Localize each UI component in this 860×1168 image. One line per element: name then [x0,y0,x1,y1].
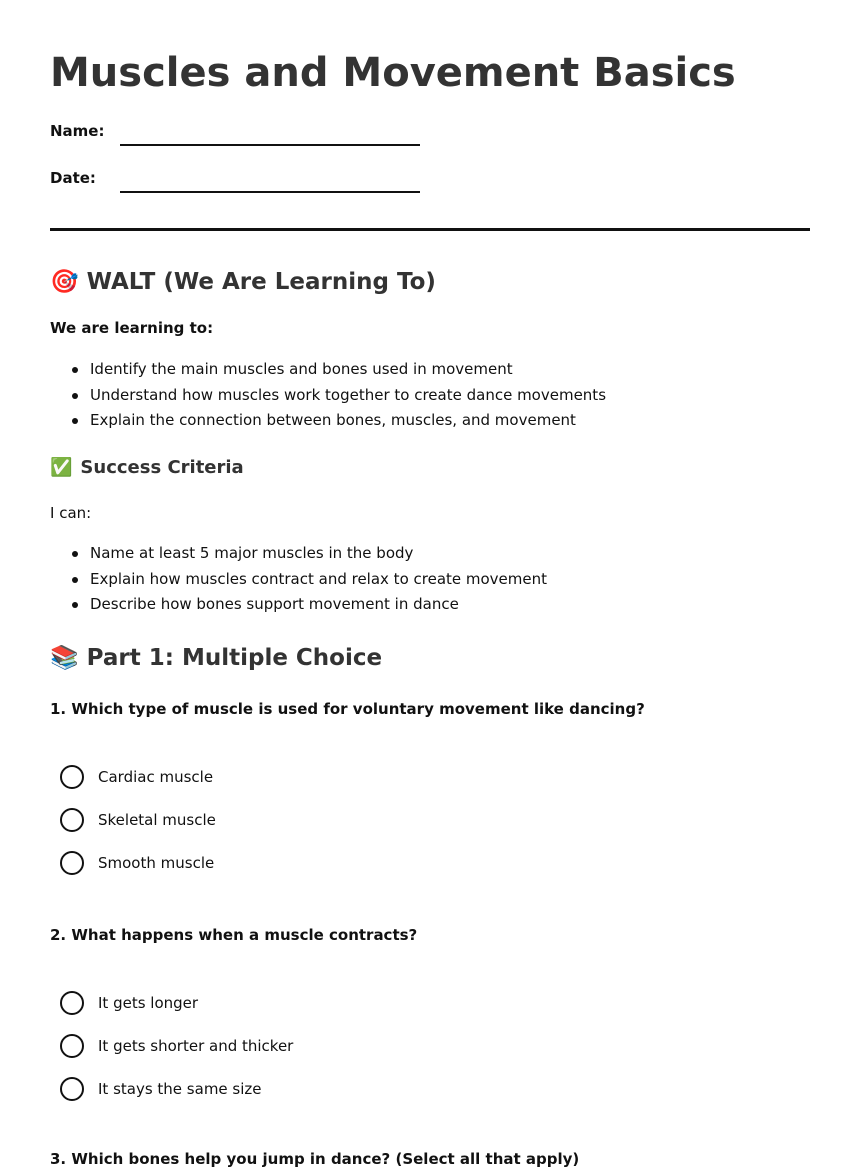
walt-list [50,357,606,434]
walt-heading-text: WALT (We Are Learning To) [86,268,436,295]
option-label: It gets longer [98,994,199,1012]
option-label: Smooth muscle [98,854,215,872]
option-label: It stays the same size [98,1080,262,1098]
q1-option-skeletal[interactable] [60,807,216,833]
success-criteria-heading [50,457,244,478]
date-label: Date: [50,169,96,187]
radio-button[interactable] [60,765,84,789]
radio-button[interactable] [60,991,84,1015]
target-icon: 🎯 [50,269,79,295]
list-item: Identify the main muscles and bones used in movement [50,357,606,383]
q1-option-cardiac[interactable] [60,764,213,790]
q2-option-longer[interactable] [60,990,198,1016]
question-1: 1. Which type of muscle is used for voluntary movement like dancing? [50,700,645,718]
list-item: Name at least 5 major muscles in the body [50,541,547,567]
radio-button[interactable] [60,808,84,832]
q1-option-smooth[interactable] [60,850,214,876]
question-2: 2. What happens when a muscle contracts? [50,926,418,944]
page-title: Muscles and Movement Basics [50,50,736,96]
success-intro: I can: [50,504,92,522]
option-label: Cardiac muscle [98,768,214,786]
name-field[interactable] [120,144,420,146]
success-list [50,541,547,618]
walt-heading [50,268,436,295]
date-field[interactable] [120,191,420,193]
books-icon: 📚 [50,645,79,671]
list-item: Explain the connection between bones, muscles, and movement [50,408,606,434]
check-mark-icon: ✅ [50,457,73,478]
part1-heading-text: Part 1: Multiple Choice [86,644,383,671]
radio-button[interactable] [60,1034,84,1058]
success-criteria-heading-text: Success Criteria [80,457,244,478]
divider [50,228,810,231]
radio-button[interactable] [60,1077,84,1101]
option-label: It gets shorter and thicker [98,1037,294,1055]
option-label: Skeletal muscle [98,811,216,829]
list-item: Understand how muscles work together to create dance movements [50,383,606,409]
radio-button[interactable] [60,851,84,875]
question-3: 3. Which bones help you jump in dance? (Select all that apply) [50,1150,580,1168]
list-item: Describe how bones support movement in dance [50,592,547,618]
name-label: Name: [50,122,105,140]
walt-intro: We are learning to: [50,319,214,337]
q2-option-same-size[interactable] [60,1076,262,1102]
list-item: Explain how muscles contract and relax to create movement [50,567,547,593]
part1-heading [50,644,382,671]
q2-option-shorter-thicker[interactable] [60,1033,293,1059]
